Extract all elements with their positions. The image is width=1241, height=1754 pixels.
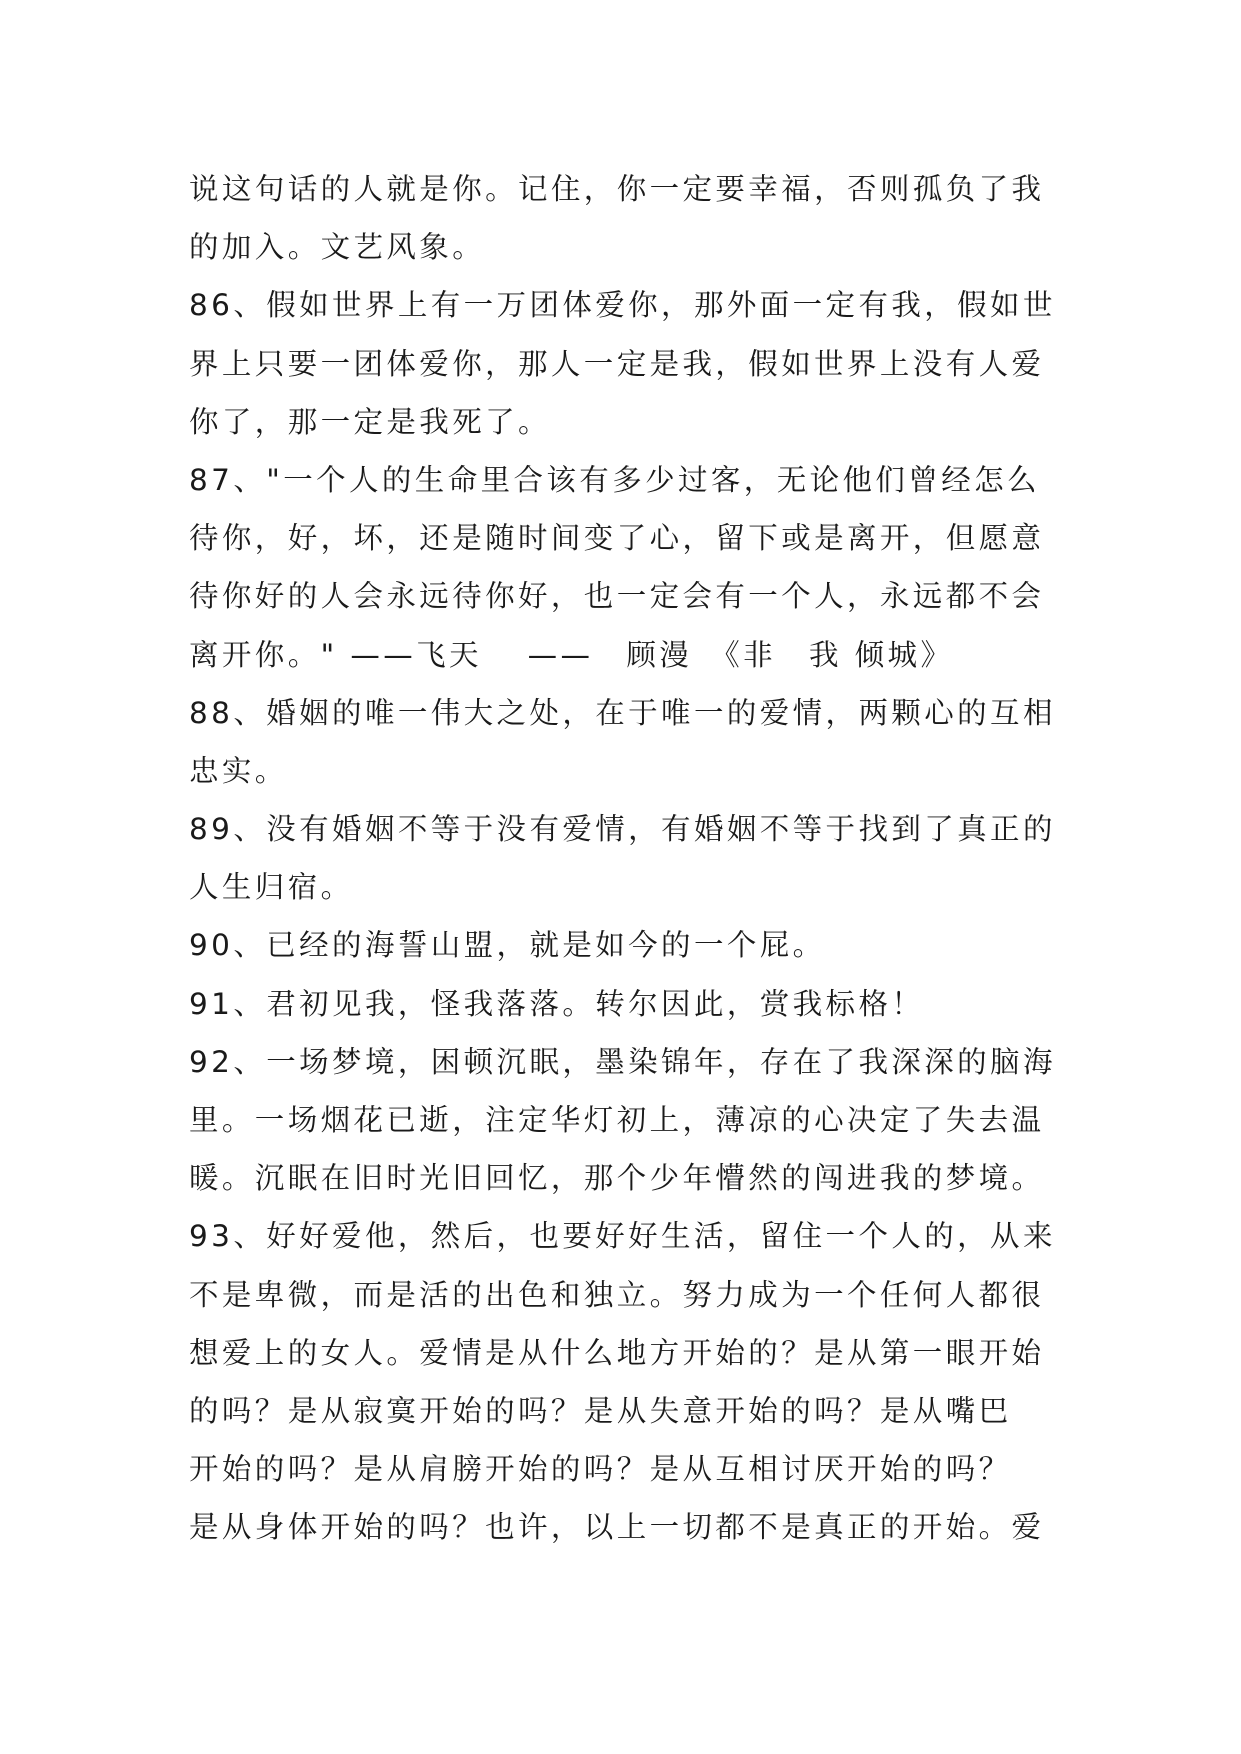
text-line: 你了，那一定是我死了。 [189,404,551,439]
text-line: 是从身体开始的吗？也许，以上一切都不是真正的开始。爱 [189,1510,1045,1545]
text-line: 离开你。" ——飞天 —— 顾漫 《非 我 倾城》 [189,637,954,672]
text-line: 人生归宿。 [189,870,354,905]
text-line: 不是卑微，而是活的出色和独立。努力成为一个任何人都很 [189,1277,1045,1312]
text-line: 89、没有婚姻不等于没有爱情，有婚姻不等于找到了真正的 [189,812,1056,847]
text-line: 93、好好爱他，然后，也要好好生活，留住一个人的，从来 [189,1219,1056,1254]
text-line: 里。一场烟花已逝，注定华灯初上，薄凉的心决定了失去温 [189,1103,1045,1137]
text-line: 界上只要一团体爱你，那人一定是我，假如世界上没有人爱 [189,346,1045,381]
text-line: 88、婚姻的唯一伟大之处，在于唯一的爱情，两颗心的互相 [189,695,1056,730]
text-line: 86、假如世界上有一万团体爱你，那外面一定有我，假如世 [189,288,1056,323]
text-line: 90、已经的海誓山盟，就是如今的一个屁。 [189,928,826,963]
text-line: 忠实。 [189,753,288,788]
text-line: 的吗？是从寂寞开始的吗？是从失意开始的吗？是从嘴巴 [189,1393,1012,1428]
document-body [189,160,1089,1557]
text-line: 说这句话的人就是你。记住，你一定要幸福，否则孤负了我 [189,172,1045,206]
text-line: 待你好的人会永远待你好，也一定会有一个人，永远都不会 [189,579,1045,614]
text-line: 暖。沉眠在旧时光旧回忆，那个少年懵然的闯进我的梦境。 [189,1161,1045,1196]
text-line: 91、君初见我，怪我落落。转尔因此，赏我标格！ [189,986,925,1021]
text-line: 开始的吗？是从肩膀开始的吗？是从互相讨厌开始的吗？ [189,1452,1012,1487]
text-line: 的加入。文艺风象。 [189,230,486,265]
text-line: 87、"一个人的生命里合该有多少过客，无论他们曾经怎么 [189,462,1040,497]
text-line: 92、一场梦境，困顿沉眠，墨染锦年，存在了我深深的脑海 [189,1044,1056,1079]
text-line: 待你，好，坏，还是随时间变了心，留下或是离开，但愿意 [189,521,1045,556]
text-line: 想爱上的女人。爱情是从什么地方开始的？是从第一眼开始 [189,1335,1045,1370]
